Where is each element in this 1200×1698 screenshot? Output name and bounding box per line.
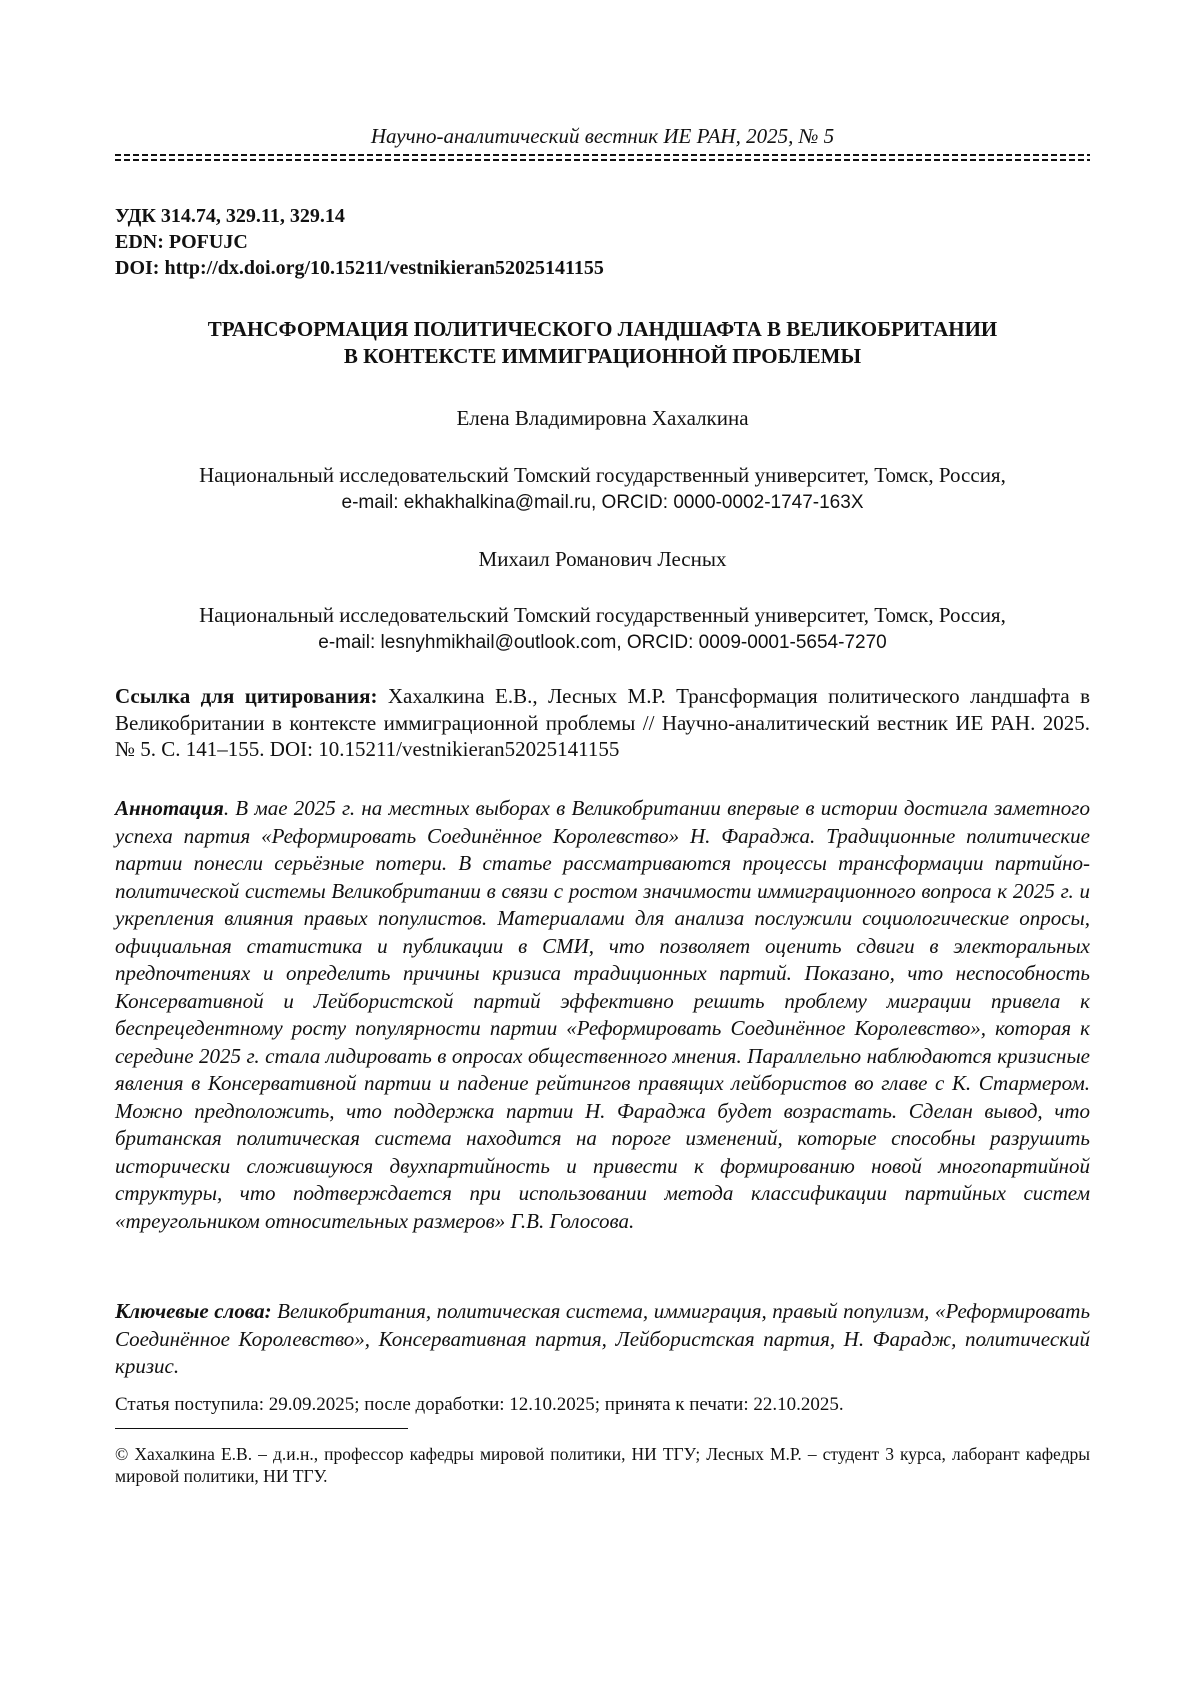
udk-code: УДК 314.74, 329.11, 329.14 [115,205,345,227]
author-2-name: Михаил Романович Лесных [478,547,727,571]
edn-code: EDN: POFUJC [115,231,248,253]
citation-text: Хахалкина Е.В., Лесных М.Р. Трансформация политического ландшафта в Великобритании в контексте иммиграционной проблемы // Научно-аналитический вестник ИЕ РАН. 2025. № 5. С. 141–155. DOI: 10.15211/vestnikieran52025141155 [115,684,1090,761]
abstract-block [115,795,1090,1235]
author-footnote: © Хахалкина Е.В. – д.и.н., профессор кафедры мировой политики, НИ ТГУ; Лесных М.Р. – студент 3 курса, лаборант кафедры мировой политики, НИ ТГУ. [115,1444,1090,1486]
footnote-divider [115,1428,408,1429]
article-identifiers [115,203,604,281]
submission-dates: Статья поступила: 29.09.2025; после доработки: 12.10.2025; принята к печати: 22.10.2025. [115,1394,844,1415]
keywords-block [115,1298,1090,1381]
author-2-affiliation: Национальный исследовательский Томский государственный университет, Томск, Россия, [199,603,1006,627]
author-1-affiliation: Национальный исследовательский Томский государственный университет, Томск, Россия, [199,463,1006,487]
keywords-label: Ключевые слова: [115,1299,272,1323]
author-2-contact[interactable]: e-mail: lesnyhmikhail@outlook.com, ORCID: 0009-0001-5654-7270 [318,632,887,653]
journal-header: Научно-аналитический вестник ИЕ РАН, 2025, № 5 [370,124,835,148]
keywords-text: Великобритания, политическая система, иммиграция, правый популизм, «Реформировать Соединённое Королевство», Консервативная партия, Лейбористская партия, Н. Фарадж, политический кризис. [115,1299,1091,1378]
author-1-affiliation-block [115,462,1090,516]
author-1-contact[interactable]: e-mail: ekhakhalkina@mail.ru, ORCID: 0000-0002-1747-163X [341,492,864,513]
title-line-2: В КОНТЕКСТЕ ИММИГРАЦИОННОЙ ПРОБЛЕМЫ [343,344,862,368]
article-title [115,316,1090,370]
abstract-text: . В мае 2025 г. на местных выборах в Великобритании впервые в истории достигла заметного успеха партия «Реформировать Соединённое Королевство» Н. Фараджа. Традиционные политические партии понесли серьёзные потери. В статье рассматриваются процессы трансформации партийно-политической системы Великобритании в связи с ростом значимости иммиграционного вопроса к 2025 г. и укрепления влияния правых популистов. Материалами для анализа послужили социологические опросы, официальная статистика и публикации в СМИ, что позволяет оценить сдвиги в электоральных предпочтениях и определить причины кризиса традиционных партий. Показано, что неспособность Консервативной и Лейбористской партий эффективно решить проблему миграции привела к беспрецедентному росту популярности партии «Реформировать Соединённое Королевство», которая к середине 2025 г. стала лидировать в опросах общественного мнения. Параллельно наблюдаются кризисные явления в Консервативной партии и падение рейтингов правящих лейбористов во главе с К. Стармером. Можно предположить, что поддержка партии Н. Фараджа будет возрастать. Сделан вывод, что британская политическая система находится на пороге изменений, которые способны разрушить исторически сложившуюся двухпартийность и привести к формированию новой многопартийной структуры, что подтверждается при использовании метода классификации партийных систем «треугольником относительных размеров» Г.В. Голосова. [115,796,1090,1233]
citation-label: Ссылка для цитирования: [115,684,378,708]
header-double-dashed-rule [115,153,1090,163]
author-2-affiliation-block [115,602,1090,656]
abstract-label: Аннотация [115,796,224,820]
author-1-name: Елена Владимировна Хахалкина [456,406,749,430]
citation-block [115,683,1090,763]
title-line-1: ТРАНСФОРМАЦИЯ ПОЛИТИЧЕСКОГО ЛАНДШАФТА В ВЕЛИКОБРИТАНИИ [207,317,998,341]
doi-link[interactable]: DOI: http://dx.doi.org/10.15211/vestnikieran52025141155 [115,257,604,279]
